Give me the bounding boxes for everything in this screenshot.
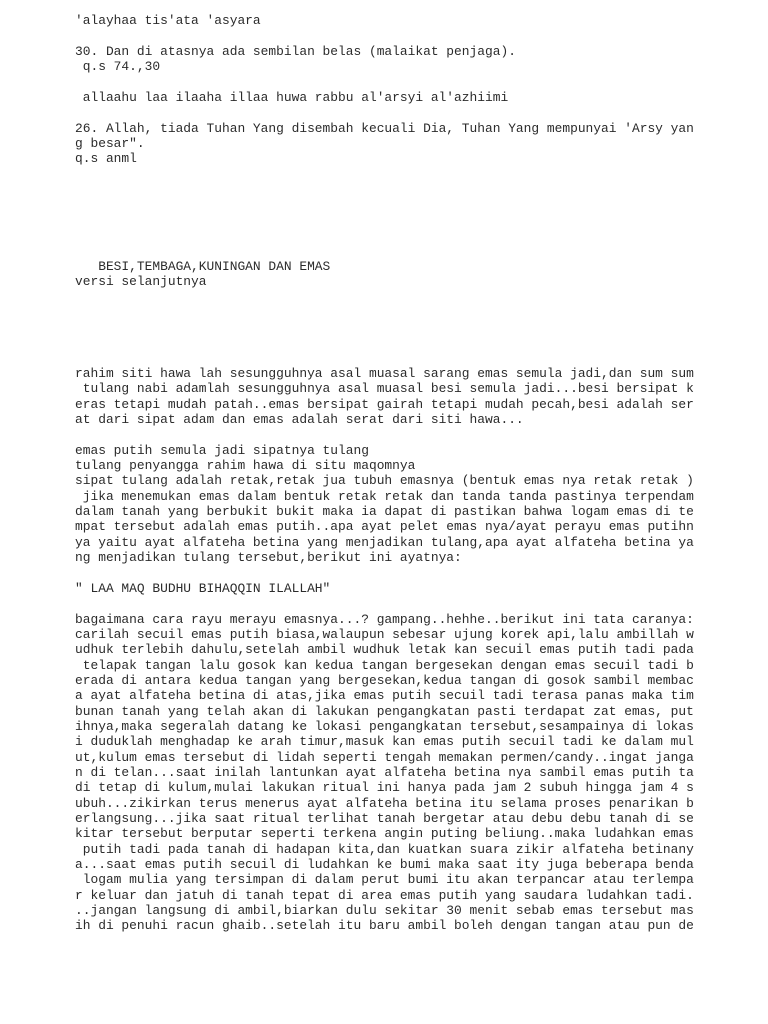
text-line: erada di antara kedua tangan yang bergesekan,kedua tangan di gosok sambil membac (75, 673, 694, 688)
text-line: kitar tersebut berputar seperti terkena angin puting beliung..maka ludahkan emas (75, 826, 694, 841)
text-line: putih tadi pada tanah di hadapan kita,dan kuatkan suara zikir alfateha betinany (75, 842, 694, 857)
text-line: ya yaitu ayat alfateha betina yang menjadikan tulang,apa ayat alfateha betina ya (75, 535, 694, 550)
text-line: ut,kulum emas tersebut di lidah seperti tengah memakan permen/candy..ingat janga (75, 750, 694, 765)
text-line: sipat tulang adalah retak,retak jua tubuh emasnya (bentuk emas nya retak retak ) (75, 473, 694, 488)
text-line: emas putih semula jadi sipatnya tulang (75, 443, 369, 458)
text-line: at dari sipat adam dan emas adalah serat dari siti hawa... (75, 412, 524, 427)
text-line: erlangsung...jika saat ritual terlihat tanah bergetar atau debu debu tanah di se (75, 811, 694, 826)
text-line: carilah secuil emas putih biasa,walaupun sebesar ujung korek api,lalu ambillah w (75, 627, 694, 642)
text-line: a ayat alfateha betina di atas,jika emas putih secuil tadi terasa panas maka tim (75, 688, 694, 703)
text-line: logam mulia yang tersimpan di dalam perut bumi itu akan terpancar atau terlempa (75, 872, 694, 887)
text-line: tulang nabi adamlah sesungguhnya asal muasal besi semula jadi...besi bersipat k (75, 381, 694, 396)
text-line: tulang penyangga rahim hawa di situ maqomnya (75, 458, 416, 473)
text-line: ubuh...zikirkan terus menerus ayat alfateha betina itu selama proses penarikan b (75, 796, 694, 811)
text-line: jika menemukan emas dalam bentuk retak retak dan tanda tanda pastinya terpendam (75, 489, 694, 504)
text-line: ..jangan langsung di ambil,biarkan dulu sekitar 30 menit sebab emas tersebut mas (75, 903, 694, 918)
text-line: a...saat emas putih secuil di ludahkan ke bumi maka saat ity juga beberapa benda (75, 857, 694, 872)
text-line: ihnya,maka segeralah datang ke lokasi pengangkatan tersebut,sesampainya di lokas (75, 719, 694, 734)
text-line: g besar". (75, 136, 145, 151)
text-line: q.s anml (75, 151, 137, 166)
text-line: dalam tanah yang berbukit bukit maka ia dapat di pastikan bahwa logam emas di te (75, 504, 694, 519)
text-line: ng menjadikan tulang tersebut,berikut ini ayatnya: (75, 550, 462, 565)
text-line: n di telan...saat inilah lantunkan ayat alfateha betina nya sambil emas putih ta (75, 765, 694, 780)
text-line: bagaimana cara rayu merayu emasnya...? gampang..hehhe..berikut ini tata caranya: (75, 612, 694, 627)
text-line: 'alayhaa tis'ata 'asyara (75, 13, 261, 28)
text-line: 26. Allah, tiada Tuhan Yang disembah kecuali Dia, Tuhan Yang mempunyai 'Arsy yan (75, 121, 694, 136)
text-line: versi selanjutnya (75, 274, 207, 289)
text-line: q.s 74.,30 (75, 59, 161, 74)
text-line: mpat tersebut adalah emas putih..apa ayat pelet emas nya/ayat perayu emas putihn (75, 519, 694, 534)
text-line: i duduklah menghadap ke arah timur,masuk kan emas putih secuil tadi ke dalam mul (75, 734, 694, 749)
text-line: telapak tangan lalu gosok kan kedua tangan bergesekan dengan emas secuil tadi b (75, 658, 694, 673)
text-line: di tetap di kulum,mulai lakukan ritual ini hanya pada jam 2 subuh hingga jam 4 s (75, 780, 694, 795)
text-line: allaahu laa ilaaha illaa huwa rabbu al'arsyi al'azhiimi (75, 90, 509, 105)
text-line: eras tetapi mudah patah..emas bersipat gairah tetapi mudah pecah,besi adalah ser (75, 397, 694, 412)
text-line: ih di penuhi racun ghaib..setelah itu baru ambil boleh dengan tangan atau pun de (75, 918, 694, 933)
text-line: udhuk terlebih dahulu,setelah ambil wudhuk letak kan secuil emas putih tadi pada (75, 642, 694, 657)
text-line: bunan tanah yang telah akan di lakukan pengangkatan pasti terdapat zat emas, put (75, 704, 694, 719)
text-line: 30. Dan di atasnya ada sembilan belas (malaikat penjaga). (75, 44, 516, 59)
text-line: r keluar dan jatuh di tanah tepat di area emas putih yang saudara ludahkan tadi. (75, 888, 694, 903)
text-line: rahim siti hawa lah sesungguhnya asal muasal sarang emas semula jadi,dan sum sum (75, 366, 694, 381)
text-line: " LAA MAQ BUDHU BIHAQQIN ILALLAH" (75, 581, 331, 596)
section-heading: BESI,TEMBAGA,KUNINGAN DAN EMAS (75, 259, 331, 274)
